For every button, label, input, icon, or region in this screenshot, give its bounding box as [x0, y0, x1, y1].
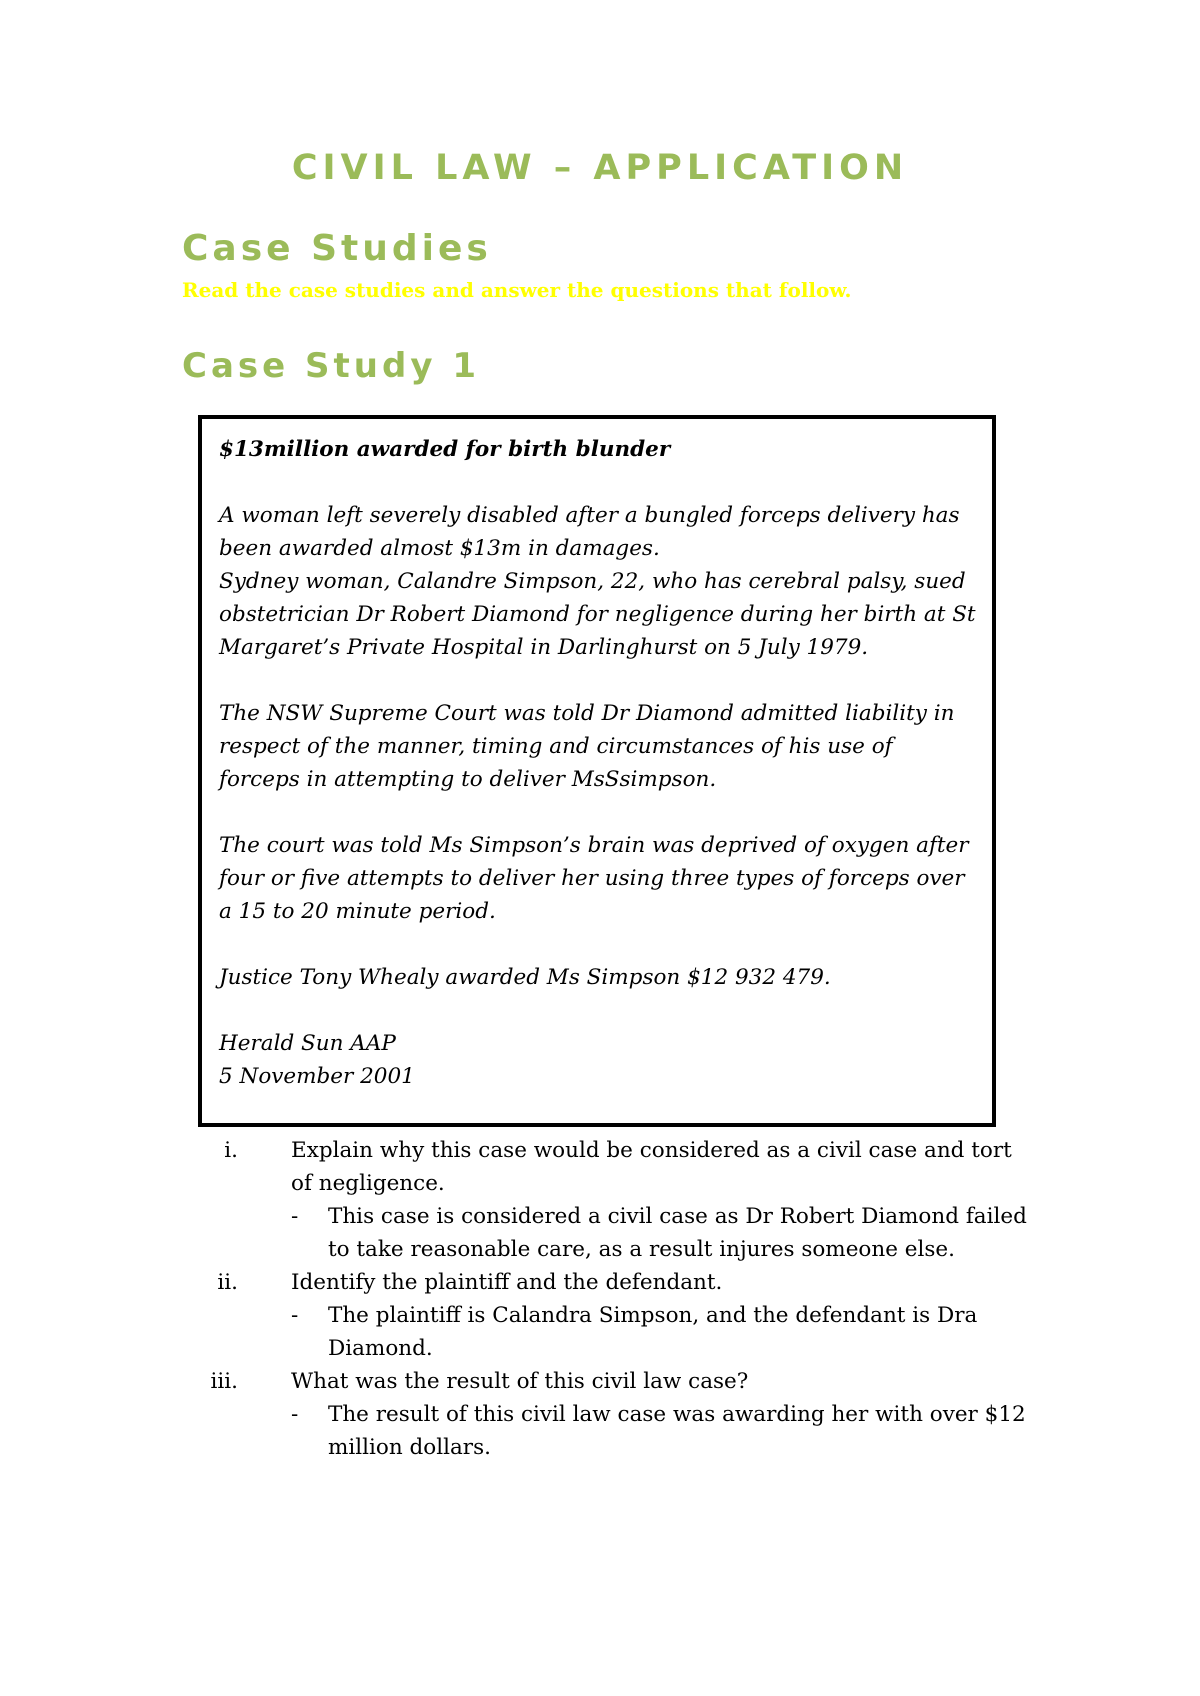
question-item: [200, 1134, 1030, 1200]
question-number: iii.: [210, 1369, 238, 1394]
page-title: CIVIL LAW – APPLICATION: [291, 148, 909, 188]
news-article-box: [198, 415, 996, 1127]
answer-text: The plaintiff is Calandra Simpson, and the defendant is Dra Diamond.: [328, 1303, 978, 1361]
answer-bullet: -: [291, 1303, 299, 1328]
question-text: What was the result of this civil law case?: [291, 1369, 749, 1394]
answer-bullet: -: [291, 1402, 299, 1427]
article-date: 5 November 2001: [219, 1064, 415, 1089]
answer-text: This case is considered a civil case as Dr Robert Diamond failed to take reasonable care, as a result injures someone else.: [328, 1204, 1027, 1262]
question-item: [200, 1266, 1030, 1299]
article-source: Herald Sun AAP: [219, 1031, 396, 1056]
section-heading: Case Studies: [182, 228, 492, 269]
instruction-text: Read the case studies and answer the questions that follow.: [182, 278, 852, 302]
article-paragraph: The NSW Supreme Court was told Dr Diamond admitted liability in respect of the manner, timing and circumstances of his use of forceps in attempting to deliver MsSsimpson.: [219, 701, 955, 792]
question-number: ii.: [217, 1270, 238, 1295]
question-item: [200, 1365, 1030, 1398]
article-paragraph: Sydney woman, Calandre Simpson, 22, who has cerebral palsy, sued obstetrician Dr Robert Diamond for negligence during her birth at St Margaret’s Private Hospital in Darlinghurst on 5 July 1979.: [219, 569, 976, 660]
question-text: Identify the plaintiff and the defendant.: [291, 1270, 723, 1295]
article-paragraph: The court was told Ms Simpson’s brain was deprived of oxygen after four or five attempts to deliver her using three types of forceps over a 15 to 20 minute period.: [219, 833, 969, 924]
answer-item: [200, 1398, 1030, 1464]
answer-text: The result of this civil law case was awarding her with over $12 million dollars.: [328, 1402, 1026, 1460]
question-list: [200, 1134, 1030, 1464]
answer-bullet: -: [291, 1204, 299, 1229]
question-text: Explain why this case would be considered as a civil case and tort of negligence.: [291, 1138, 1012, 1196]
article-paragraph: Justice Tony Whealy awarded Ms Simpson $12 932 479.: [219, 965, 831, 990]
answer-item: [200, 1200, 1030, 1266]
article-headline: $13million awarded for birth blunder: [219, 437, 671, 462]
article-paragraph: A woman left severely disabled after a bungled forceps delivery has been awarded almost $13m in damages.: [219, 503, 960, 561]
case-study-heading: Case Study 1: [182, 346, 480, 386]
answer-item: [200, 1299, 1030, 1365]
question-number: i.: [224, 1138, 238, 1163]
